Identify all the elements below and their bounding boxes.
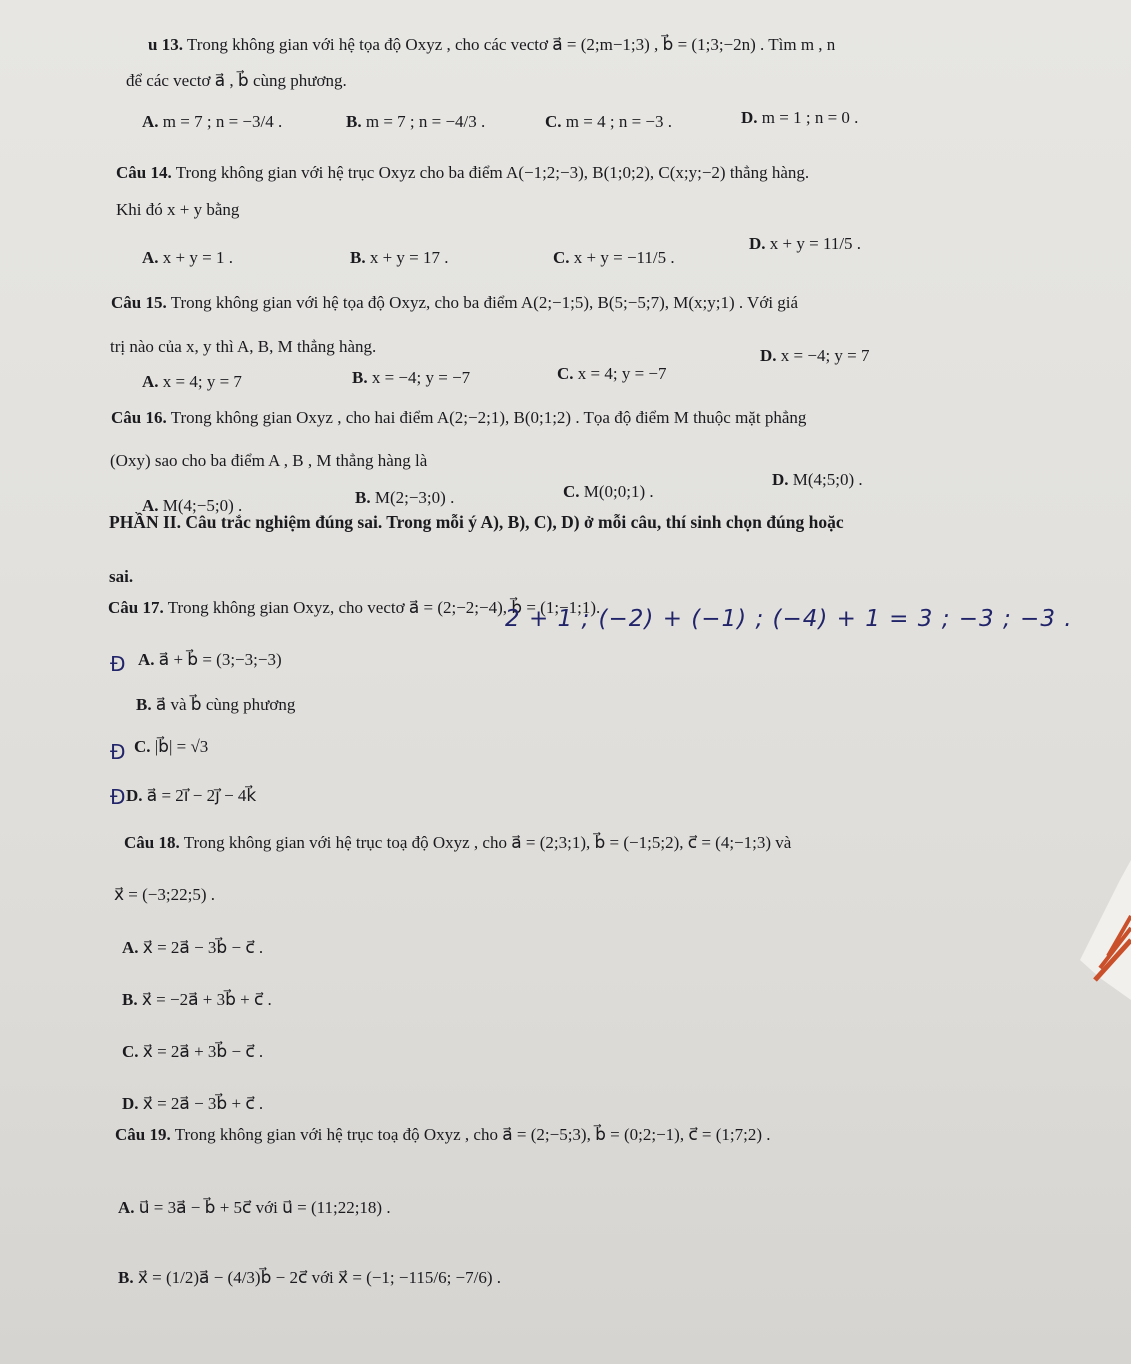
q14-label: Câu 14. xyxy=(116,163,172,182)
q19-option-b: B. x⃗ = (1/2)a⃗ − (4/3)b⃗ − 2c⃗ với x⃗ = (−1; −115/6; −7/6) . xyxy=(118,1268,502,1287)
q18-option-b: B. x⃗ = −2a⃗ + 3b⃗ + c⃗ . xyxy=(122,990,272,1009)
q19-option-a: A. u⃗ = 3a⃗ − b⃗ + 5c⃗ với u⃗ = (11;22;18) . xyxy=(118,1198,391,1217)
q16-option-a: A. M(4;−5;0) . xyxy=(142,496,243,515)
q17-mark-c: Đ xyxy=(110,740,126,764)
q15-stem-line2: trị nào của x, y thì A, B, M thẳng hàng. xyxy=(110,337,377,356)
q16-option-c: C. M(0;0;1) . xyxy=(563,482,654,501)
q18-option-a: A. x⃗ = 2a⃗ − 3b⃗ − c⃗ . xyxy=(122,938,264,957)
q15-option-d: D. x = −4; y = 7 xyxy=(760,346,870,365)
q18-stem-line1: Câu 18. Trong không gian với hệ trục toạ độ Oxyz , cho a⃗ = (2;3;1), b⃗ = (−1;5;2), c⃗ = (4;−1;3) và xyxy=(124,833,792,852)
q17-option-c: C. |b⃗| = √3 xyxy=(134,737,209,756)
q16-option-d: D. M(4;5;0) . xyxy=(772,470,863,489)
q13-label: u 13. xyxy=(148,35,183,54)
q14-option-c: C. x + y = −11/5 . xyxy=(553,248,675,267)
q15-label: Câu 15. xyxy=(111,293,167,312)
q14-stem-line1: Câu 14. Trong không gian với hệ trục Oxyz cho ba điểm A(−1;2;−3), B(1;0;2), C(x;y;−2) thẳng hàng. xyxy=(116,163,810,182)
q17-option-a: A. a⃗ + b⃗ = (3;−3;−3) xyxy=(138,650,282,669)
q18-option-c: C. x⃗ = 2a⃗ + 3b⃗ − c⃗ . xyxy=(122,1042,264,1061)
q17-mark-a: Đ xyxy=(110,652,126,676)
q13-option-d: D. m = 1 ; n = 0 . xyxy=(741,108,859,127)
q13-option-a: A. m = 7 ; n = −3/4 . xyxy=(142,112,283,131)
q19-label: Câu 19. xyxy=(115,1125,171,1144)
q16-stem-line2: (Oxy) sao cho ba điểm A , B , M thẳng hàng là xyxy=(110,451,428,470)
q16-label: Câu 16. xyxy=(111,408,167,427)
q17-label: Câu 17. xyxy=(108,598,164,617)
q14-option-b: B. x + y = 17 . xyxy=(350,248,449,267)
q13-stem-line2: để các vectơ a⃗ , b⃗ cùng phương. xyxy=(126,71,347,90)
q18-label: Câu 18. xyxy=(124,833,180,852)
q14-option-d: D. x + y = 11/5 . xyxy=(749,234,862,253)
pen-decoration xyxy=(1060,860,1131,1000)
q13-option-b: B. m = 7 ; n = −4/3 . xyxy=(346,112,486,131)
part2-heading-line1: PHẦN II. Câu trắc nghiệm đúng sai. Trong mỗi ý A), B), C), D) ở mỗi câu, thí sinh chọn đúng hoặc xyxy=(109,512,844,532)
q17-option-d: D. a⃗ = 2i⃗ − 2j⃗ − 4k⃗ xyxy=(126,786,257,805)
q17-mark-d: Đ xyxy=(110,785,126,809)
q17-handwritten-work: 2 + 1 ; (−2) + (−1) ; (−4) + 1 = 3 ; −3 ; −3 . xyxy=(505,606,1073,632)
q13-stem-line1 xyxy=(148,34,835,56)
q15-option-c: C. x = 4; y = −7 xyxy=(557,364,667,383)
q17-stem: Câu 17. Trong không gian Oxyz, cho vectơ a⃗ = (2;−2;−4), b⃗ = (1;−1;1). xyxy=(108,598,601,617)
q13-option-c: C. m = 4 ; n = −3 . xyxy=(545,112,672,131)
q16-option-b: B. M(2;−3;0) . xyxy=(355,488,455,507)
q13-stem-text: Trong không gian với hệ tọa độ Oxyz , cho các vectơ a⃗ = (2;m−1;3) , b⃗ = (1;3;−2n) . Tìm m , n xyxy=(186,35,836,54)
q15-stem-line1: Câu 15. Trong không gian với hệ tọa độ Oxyz, cho ba điểm A(2;−1;5), B(5;−5;7), M(x;y;1) . Với giá xyxy=(111,293,799,312)
q18-option-d: D. x⃗ = 2a⃗ − 3b⃗ + c⃗ . xyxy=(122,1094,264,1113)
part2-heading-line2: sai. xyxy=(109,567,134,586)
q15-option-b: B. x = −4; y = −7 xyxy=(352,368,471,387)
q19-stem: Câu 19. Trong không gian với hệ trục toạ độ Oxyz , cho a⃗ = (2;−5;3), b⃗ = (0;2;−1), c⃗ = (1;7;2) . xyxy=(115,1125,771,1144)
q14-stem-line2: Khi đó x + y bằng xyxy=(116,200,240,219)
q17-option-b: B. a⃗ và b⃗ cùng phương xyxy=(136,695,296,714)
q16-stem-line1: Câu 16. Trong không gian Oxyz , cho hai điểm A(2;−2;1), B(0;1;2) . Tọa độ điểm M thuộc mặt phẳng xyxy=(111,408,807,427)
q15-option-a: A. x = 4; y = 7 xyxy=(142,372,242,391)
q18-stem-line2: x⃗ = (−3;22;5) . xyxy=(114,885,216,904)
q14-option-a: A. x + y = 1 . xyxy=(142,248,233,267)
